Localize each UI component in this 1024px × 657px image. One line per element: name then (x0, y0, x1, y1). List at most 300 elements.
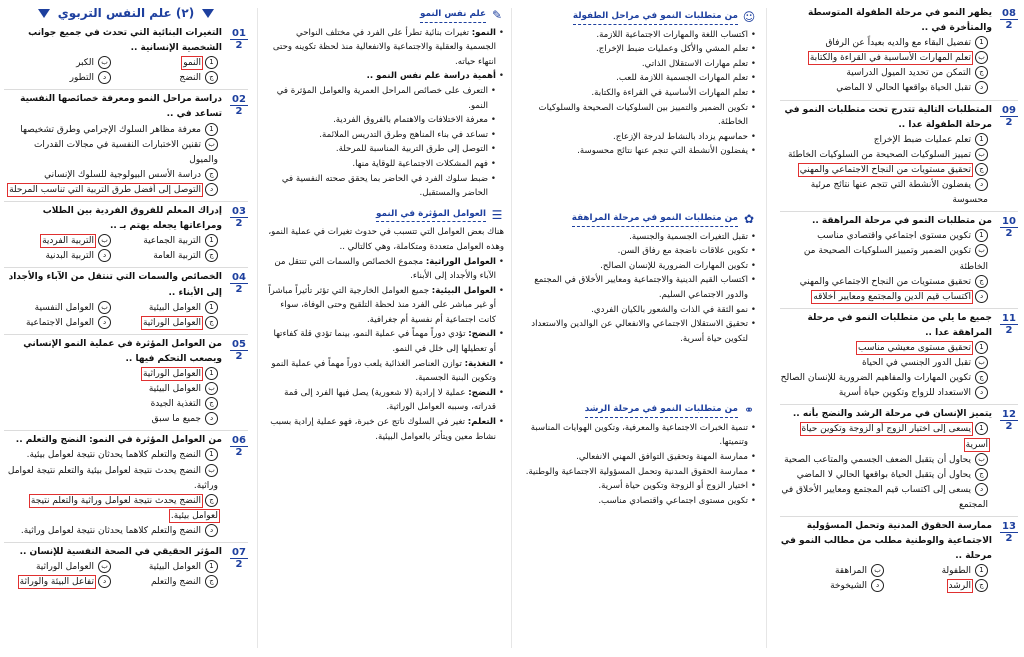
factor-item (266, 386, 504, 415)
option-text: تعلم عمليات ضبط الإخراج (873, 134, 971, 145)
column-divider (766, 8, 767, 648)
option-marker: ج (205, 494, 218, 507)
question-number (230, 272, 248, 295)
option-marker: د (98, 249, 111, 262)
option-text: معرفة مظاهر السلوك الإجرامي وطرق تشخيصها (20, 124, 201, 135)
answer-option[interactable] (4, 367, 218, 382)
answer-option[interactable] (780, 290, 988, 305)
question-marks: 2 (1005, 228, 1013, 240)
option-marker: 1 (205, 123, 218, 136)
answer-option[interactable] (4, 249, 111, 264)
option-marker: 1 (975, 422, 988, 435)
option-marker: ج (975, 579, 988, 592)
bullet-item: • نمو الثقة في الذات والشعور بالكيان الفردي. (516, 303, 756, 318)
option-marker: ب (205, 464, 218, 477)
options-list (780, 422, 992, 513)
option-text: تكوين المهارات والمفاهيم الضرورية للإنسان الصالح (780, 373, 971, 384)
option-text: العوامل النفسية (34, 302, 94, 313)
bullet-item: • تكوين المهارات الضرورية للإنسان الصالح. (516, 259, 756, 274)
link-icon: ⚭ (743, 403, 755, 418)
question-marks: 2 (235, 447, 243, 459)
answer-option[interactable] (4, 524, 218, 539)
options-grid (4, 560, 218, 590)
option-text: الشيخوخة (830, 581, 867, 592)
answer-option[interactable] (4, 448, 218, 463)
option-marker: ب (975, 453, 988, 466)
section-title-text: العوامل المؤثرة في النمو (376, 207, 486, 223)
column-divider (511, 8, 512, 648)
option-text: تكوين الضمير وتمييز السلوكيات الصحيحة من الخاطئة (803, 246, 988, 272)
option-text: تحقيق مستويات من النجاح الاجتماعي والمهني (799, 276, 971, 287)
answer-option[interactable] (780, 275, 988, 290)
option-text: التطور (69, 73, 94, 84)
factor-item (266, 327, 504, 356)
question-marks: 2 (235, 559, 243, 570)
books-icon: ☰ (491, 207, 503, 222)
question-text: من العوامل المؤثرة في النمو: النضج والتعلم .. (15, 435, 222, 446)
option-text: التغذية الجيدة (150, 399, 201, 410)
correct-answer-highlight: تحقيق مستويات من النجاح الاجتماعي والمهني (799, 164, 971, 175)
bullet-item: • تنمية الخبرات الاجتماعية والمعرفية، وتكوين الهوايات المناسبة وتنميتها. (516, 421, 756, 450)
answer-option[interactable] (4, 138, 218, 168)
option-text: يحاول أن يتقبل الضعف الجسمي والمتاعب الصحية (784, 454, 971, 465)
factor-text: جميع العوامل الخارجية التي تؤثر تأثيراً مباشراً أو غير مباشر على الفرد منذ لحظة التلقيح وحتى الوفاة، سواء كانت اجتماعية أم نفسية أم جغرافية. (268, 285, 496, 325)
answer-option[interactable] (780, 51, 988, 66)
factor-term: العوامل الوراثية: (425, 256, 496, 267)
section-title-text: من متطلبات النمو في مرحلة الرشد (585, 402, 738, 418)
question-marks: 2 (235, 350, 243, 362)
option-text: يسعى إلى اكتساب قيم المجتمع ومعايير الأخلاق في المجتمع (781, 484, 988, 510)
correct-answer-highlight: النمو (183, 58, 201, 69)
bullet-item: • ممارسة المهنة وتحقيق التوافق المهني الانفعالي. (516, 450, 756, 465)
options-grid (4, 56, 218, 86)
question-marks: 2 (1005, 533, 1013, 544)
option-marker: ب (975, 51, 988, 64)
answer-option[interactable] (780, 229, 988, 244)
option-text: المراهقة (834, 566, 867, 577)
question-text: ممارسة الحقوق المدنية وتحمل المسؤولية الاجتماعية والوطنية مطلب من مطالب النمو في مرحلة .. (780, 521, 992, 562)
question-marks: 2 (1005, 116, 1013, 128)
definition-text: تغيرات بنائية تطرأ على الفرد في مختلف النواحي الجسمية والعقلية والاجتماعية والانفعالية منذ لحظة تكوينه وحتى انتهاء حياته. (272, 27, 496, 67)
option-marker: ب (205, 382, 218, 395)
question-number (1000, 409, 1018, 432)
question-number (230, 547, 248, 570)
question-block (780, 405, 1018, 517)
option-marker: 1 (975, 229, 988, 242)
answer-option[interactable] (4, 560, 111, 575)
factor-item (266, 255, 504, 284)
question-text: دراسة مراحل النمو ومعرفة خصائصها النفسية تساعد في .. (20, 94, 222, 120)
options-grid (780, 564, 988, 594)
bullet-item: • تقبل التغيرات الجسمية والجنسية. (516, 230, 756, 245)
correct-answer-highlight: تفاعل البيئة والوراثة (19, 577, 94, 588)
question-number-value: 13 (1000, 521, 1018, 533)
answer-option[interactable] (4, 412, 218, 427)
section-title (266, 207, 504, 223)
bullet-item: • التعرف على خصائص المراحل العمرية والعوامل المؤثرة في النمو. (266, 84, 496, 113)
answer-option[interactable] (780, 371, 988, 386)
question-text: يتميز الإنسان في مرحلة الرشد والنضج بأنه .. (792, 409, 992, 420)
answer-option[interactable] (780, 36, 988, 51)
requirements-section (516, 402, 756, 508)
option-marker: ب (98, 301, 111, 314)
options-list (780, 133, 992, 208)
bullet-item: • ضبط سلوك الفرد في الحاضر بما يحقق صحته النفسية في الحاضر والمستقبل. (266, 172, 496, 201)
question-number-value: 01 (230, 28, 248, 40)
bullet-item: • تساعد في بناء المناهج وطرق التدريس الملائمة. (266, 128, 496, 143)
answer-option[interactable] (4, 234, 111, 249)
question-text: من العوامل المؤثرة في عملية النمو الإنساني ويصعب التحكم فيها .. (23, 338, 222, 364)
question-text: المتطلبات التالية تتدرج تحت متطلبات النمو في مرحلة الطفولة عدا .. (784, 104, 992, 130)
answer-option[interactable] (884, 579, 988, 594)
question-text: إدراك المعلم للفروق الفردية بين الطلاب ومراعاتها يجعله يهتم بـ .. (42, 206, 222, 232)
factor-text: توازن العناصر الغذائية يلعب دوراً مهماً في عملية النمو وتكوين البنية الجسمية. (271, 358, 496, 384)
option-marker: ج (975, 275, 988, 288)
factor-text: تؤدي دوراً مهماً في عملية النمو، بينما تؤدي قلة كفاءتها أو تعطيلها إلى خلل في النمو. (273, 329, 496, 355)
option-text: الكبر (76, 58, 94, 69)
section-header-title: (٢) علم النفس التربوي (57, 6, 195, 20)
bullet-item: • تكوين الضمير والتمييز بين السلوكيات الصحيحة والسلوكيات الخاطئة. (516, 101, 756, 130)
answer-option[interactable] (780, 148, 988, 163)
question-text: التغيرات البنائية التي تحدث في جميع جوانب الشخصية الإنسانية .. (28, 28, 222, 54)
option-marker: د (975, 178, 988, 191)
option-marker: 1 (975, 133, 988, 146)
option-text: العوامل الاجتماعية (25, 317, 94, 328)
pen-icon: ✎ (491, 7, 503, 22)
question-number-value: 08 (1000, 8, 1018, 20)
question-number-value: 07 (230, 547, 248, 559)
question-number (1000, 313, 1018, 336)
column-divider (257, 8, 258, 648)
answer-option[interactable] (111, 560, 218, 575)
option-marker: 1 (205, 367, 218, 380)
intro-paragraph: هناك بعض العوامل التي تتسبب في حدوث تغيرات في عملية النمو، وهذه العوامل متعددة ومتكاملة، وهي كالتالي .. (268, 227, 504, 252)
answer-option[interactable] (4, 316, 111, 331)
option-marker: ج (205, 71, 218, 84)
section-title-text: من متطلبات النمو في مرحلة المراهقة (572, 211, 738, 227)
answer-option[interactable] (780, 66, 988, 81)
option-text: التربية البدنية (45, 251, 94, 262)
bullet-item: • تعلم المهارات الأساسية في القراءة والكتابة. (516, 86, 756, 101)
option-marker: 1 (975, 341, 988, 354)
option-marker: 1 (205, 560, 218, 573)
option-marker: د (205, 524, 218, 537)
answer-option[interactable] (111, 71, 218, 86)
option-marker: 1 (205, 234, 218, 247)
question-marks: 2 (1005, 20, 1013, 31)
option-marker: د (205, 183, 218, 196)
answer-option[interactable] (780, 468, 988, 483)
factor-term: العوامل البيئية: (431, 285, 496, 296)
correct-answer-highlight: التوصل إلى أفضل طرق التربية التي تناسب المرحلة (9, 184, 201, 195)
bullet-item: • تعلم مهارات الاستقلال الذاتي. (516, 57, 756, 72)
factor-term: النضج: (468, 387, 496, 398)
option-text: دراسة الأسس البيولوجية للسلوك الإنساني (44, 169, 201, 180)
factor-term: التعلم: (467, 417, 496, 428)
option-marker: ج (975, 66, 988, 79)
question-marks: 2 (235, 218, 243, 230)
question-number-value: 03 (230, 206, 248, 218)
option-text: العوامل البيئية (148, 562, 201, 573)
bullet-item: • تحقيق الاستقلال الاجتماعي والانفعالي عن الوالدين والاستعداد لتكوين حياة أسرية. (516, 317, 756, 346)
answer-option[interactable] (111, 56, 218, 71)
option-marker: ج (975, 163, 988, 176)
factor-term: النضج: (468, 329, 496, 340)
column-developmental-psychology (260, 0, 510, 657)
option-marker: ج (205, 168, 218, 181)
factor-text: تغير في السلوك ناتج عن خبرة، فهو عملية إرادية بسبب نشاط معين ويتأثر بالعوامل البيئية. (270, 417, 496, 442)
option-text: جميع ما سبق (151, 414, 201, 425)
option-marker: د (98, 316, 111, 329)
question-number-value: 05 (230, 339, 248, 351)
option-text: تمييز السلوكيات الصحيحة من السلوكيات الخاطئة (787, 149, 971, 160)
correct-answer-highlight: تحقيق مستوى معيشي مناسب (858, 342, 971, 353)
option-marker: د (975, 81, 988, 94)
bullet-item: • تعلم المشي والأكل وعمليات ضبط الإخراج. (516, 42, 756, 57)
question-text: جميع ما يلي من متطلبات النمو في مرحلة المراهقة عدا .. (807, 312, 992, 338)
answer-option[interactable] (4, 464, 218, 494)
question-marks: 2 (1005, 421, 1013, 433)
answer-option[interactable] (4, 397, 218, 412)
answer-option[interactable] (780, 244, 988, 274)
option-text: التمكن من تحديد الميول الدراسية (846, 68, 971, 79)
definition-term: النمو: (471, 27, 496, 38)
option-text: العوامل الوراثية (35, 562, 94, 573)
question-number (230, 28, 248, 51)
answer-option[interactable] (780, 81, 988, 96)
option-text: النضج يحدث نتيجة لعوامل بيئية والتعلم نتيجة لعوامل وراثية. (7, 465, 218, 491)
question-block (780, 4, 1018, 101)
question-number-value: 10 (1000, 216, 1018, 228)
question-marks: 2 (235, 40, 243, 51)
bullet-item: • معرفة الاختلافات والاهتمام بالفروق الفردية. (266, 113, 496, 128)
requirements-section (516, 211, 756, 346)
option-text: تقبل الحياة بواقعها الحالي لا الماضي (836, 83, 971, 94)
option-marker: ب (98, 560, 111, 573)
answer-option[interactable] (4, 382, 218, 397)
option-marker: د (871, 579, 884, 592)
correct-answer-highlight: الرشد (948, 581, 971, 592)
answer-option[interactable] (4, 56, 111, 71)
bullet-item: • تكوين مستوى اجتماعي واقتصادي مناسب. (516, 494, 756, 509)
bullet-item: • يفضلون الأنشطة التي تنجم عنها نتائج محسوسة. (516, 144, 756, 159)
option-marker: د (975, 483, 988, 496)
correct-answer-highlight: العوامل الوراثية (142, 368, 201, 379)
correct-answer-highlight: يسعى إلى اختيار الزوج أو الزوجة وتكوين حياة أسرية (801, 424, 988, 450)
answer-option[interactable] (780, 453, 988, 468)
question-block (4, 543, 248, 593)
factor-text: عملية لا إرادية (لا شعورية) يصل فيها الفرد إلى قمة قدراته، وسببه العوامل الوراثية. (284, 387, 496, 413)
options-list (780, 229, 992, 304)
correct-answer-highlight: تعلم المهارات الأساسية في القراءة والكتابة (809, 53, 971, 64)
option-text: تقبل الدور الجنسي في الحياة (861, 358, 971, 369)
answer-option[interactable] (780, 178, 988, 208)
answer-option[interactable] (780, 564, 884, 579)
question-block (4, 24, 248, 90)
bullet-item: • تعلم المهارات الجسمية اللازمة للعب. (516, 71, 756, 86)
option-text: العوامل البيئية (148, 302, 201, 313)
question-number-value: 06 (230, 435, 248, 447)
answer-option[interactable] (780, 356, 988, 371)
section-header (4, 6, 248, 20)
answer-option[interactable] (4, 168, 218, 183)
option-marker: 1 (205, 448, 218, 461)
option-text: يفضلون الأنشطة التي تتجم عنها نتائج مرئية محسوسة (810, 180, 988, 206)
bullet-item: • اكتساب القيم الدينية والاجتماعية ومعايير الأخلاق في المجتمع والدور الاجتماعي السليم. (516, 273, 756, 302)
question-text: من متطلبات النمو في مرحلة المراهقة .. (811, 216, 992, 227)
bullet-item: • فهم المشكلات الاجتماعية للوقاية منها. (266, 157, 496, 172)
answer-option[interactable] (4, 123, 218, 138)
bullet-item: • اكتساب اللغة والمهارات الاجتماعية اللازمة. (516, 28, 756, 43)
section-title (266, 7, 504, 23)
question-block (4, 202, 248, 268)
answer-option[interactable] (4, 301, 111, 316)
answer-option[interactable] (111, 234, 218, 249)
option-marker: ب (975, 148, 988, 161)
question-number (1000, 216, 1018, 239)
factor-item (266, 415, 504, 444)
question-text: يظهر النمو في مرحلة الطفولة المتوسطة والمتأخرة في .. (807, 8, 992, 34)
options-grid (4, 234, 218, 264)
bullet-item: • تكوين علاقات ناضجة مع رفاق السن. (516, 244, 756, 259)
question-text: المؤثر الحقيقي في الصحة النفسية للإنسان .. (19, 547, 222, 557)
option-marker: ج (205, 397, 218, 410)
option-text: تقنين الاختبارات النفسية في مجالات القدرات والميول (33, 139, 218, 165)
section-title (516, 402, 756, 418)
question-number-value: 02 (230, 94, 248, 106)
section-title-text: من متطلبات النمو في مراحل الطفولة (573, 9, 738, 25)
question-number (230, 339, 248, 362)
factor-text: مجموع الخصائص والسمات التي تنتقل من الآباء والأجداد إلى الأبناء. (274, 256, 496, 282)
column-questions-08-13 (772, 0, 1024, 657)
answer-option[interactable] (111, 301, 218, 316)
options-list (4, 367, 222, 427)
options-list (4, 123, 222, 198)
question-marks: 2 (235, 106, 243, 118)
option-text: العوامل البيئية (148, 384, 201, 395)
option-marker: ب (205, 138, 218, 151)
question-block (780, 212, 1018, 309)
answer-option[interactable] (780, 341, 988, 356)
option-marker: 1 (205, 301, 218, 314)
question-marks: 2 (1005, 324, 1013, 336)
answer-option[interactable] (780, 579, 884, 594)
option-marker: ب (98, 56, 111, 69)
option-text: النضج (179, 73, 201, 84)
answer-option[interactable] (4, 494, 218, 524)
person-icon: ✿ (743, 211, 755, 226)
option-text: يحاول أن يتقبل الحياة بواقعها الحالي لا الماضي (796, 469, 971, 480)
option-text: التربية الجماعية (143, 236, 201, 247)
option-marker: د (975, 386, 988, 399)
option-marker: د (205, 412, 218, 425)
correct-answer-highlight: العوامل الوراثية (142, 317, 201, 328)
option-text: النضج والتعلم كلاهما يحدثان نتيجة لعوامل بيئية. (26, 450, 201, 461)
answer-option[interactable] (780, 163, 988, 178)
answer-option[interactable] (4, 575, 111, 590)
options-list (780, 36, 992, 96)
question-block (780, 101, 1018, 213)
answer-option[interactable] (111, 316, 218, 331)
bullet-item: • حماسهم يزداد بالنشاط لدرجة الإزعاج. (516, 130, 756, 145)
option-marker: د (98, 575, 111, 588)
question-block (780, 309, 1018, 406)
section-title (516, 211, 756, 227)
answer-option[interactable] (111, 249, 218, 264)
answer-option[interactable] (111, 575, 218, 590)
triangle-icon (38, 9, 50, 18)
bullet-item: • اختيار الزوج أو الزوجة وتكوين حياة أسرية. (516, 479, 756, 494)
option-marker: ج (205, 249, 218, 262)
question-number (1000, 105, 1018, 128)
question-number-value: 11 (1000, 313, 1018, 325)
answer-option[interactable] (780, 483, 988, 513)
option-marker: ب (975, 244, 988, 257)
option-text: الاستعداد للزواج وتكوين حياة أسرية (838, 388, 971, 399)
answer-option[interactable] (4, 71, 111, 86)
answer-option[interactable] (780, 422, 988, 452)
question-number-value: 12 (1000, 409, 1018, 421)
option-marker: ج (975, 371, 988, 384)
option-text: تكوين مستوى اجتماعي واقتصادي مناسب (817, 231, 971, 242)
bullet-item: • ممارسة الحقوق المدنية وتحمل المسؤولية الاجتماعية والوطنية. (516, 465, 756, 480)
answer-option[interactable] (4, 183, 218, 198)
question-number-value: 09 (1000, 105, 1018, 117)
answer-option[interactable] (780, 386, 988, 401)
option-marker: 1 (975, 564, 988, 577)
question-number (1000, 521, 1018, 544)
question-block (4, 90, 248, 202)
baby-icon: ☺ (742, 9, 756, 24)
column-questions-01-07 (0, 0, 256, 657)
question-number-value: 04 (230, 272, 248, 284)
bullet-item: • التوصل إلى طرق التربية المناسبة للمرحلة. (266, 142, 496, 157)
section-title-text: علم نفس النمو (420, 7, 486, 23)
option-marker: د (975, 290, 988, 303)
option-text: تفضيل البقاء مع والديه بعيداً عن الرفاق (825, 38, 971, 49)
correct-answer-highlight: اكتساب قيم الدين والمجتمع ومعايير أخلاقه (813, 291, 971, 302)
option-marker: ج (205, 316, 218, 329)
option-text: النضج والتعلم كلاهما يحدثان نتيجة لعوامل وراثية. (20, 525, 201, 536)
section-title (516, 9, 756, 25)
answer-option[interactable] (884, 564, 988, 579)
options-grid (4, 301, 218, 331)
factor-term: التغذية: (464, 358, 496, 369)
answer-option[interactable] (780, 133, 988, 148)
column-requirements-summary (510, 0, 762, 657)
question-block (4, 335, 248, 432)
option-marker: 1 (205, 56, 218, 69)
option-marker: ج (975, 468, 988, 481)
definition-paragraph (266, 26, 504, 70)
question-number (230, 206, 248, 229)
correct-answer-highlight: النضج يحدث نتيجة لعوامل وراثية والتعلم نتيجة لعوامل بيئية. (30, 495, 218, 521)
definition-term: أهمية دراسة علم نفس النمو .. (366, 71, 496, 82)
factor-item (266, 284, 504, 328)
question-block (4, 431, 248, 543)
question-text: الخصائص والسمات التي تنتقل من الآباء والأجداد إلى الأبناء .. (8, 272, 222, 298)
correct-answer-highlight: التربية الفردية (42, 236, 94, 247)
option-marker: ج (205, 575, 218, 588)
factor-item (266, 357, 504, 386)
option-marker: د (98, 71, 111, 84)
option-text: الطفولة (941, 566, 971, 577)
option-text: التربية العامة (153, 251, 201, 262)
option-marker: ب (871, 564, 884, 577)
triangle-icon (202, 9, 214, 18)
option-marker: ب (975, 356, 988, 369)
option-marker: ب (98, 234, 111, 247)
